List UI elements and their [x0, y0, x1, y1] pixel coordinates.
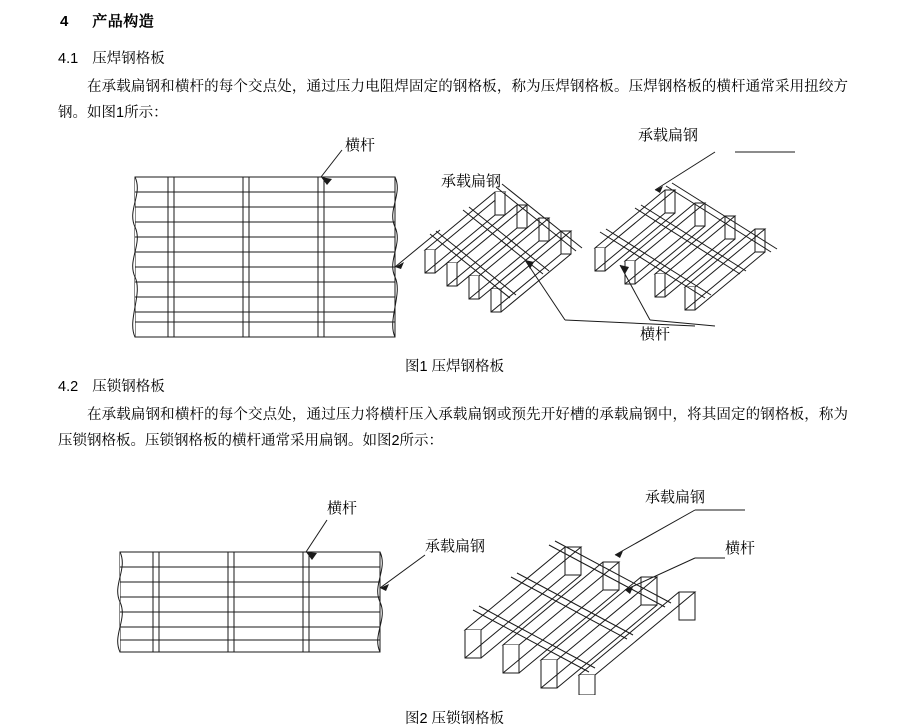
figure2-label-bearing-bar-right: 承载扁钢: [645, 489, 706, 506]
paragraph-4-2: 在承载扁钢和横杆的每个交点处，通过压力将横杆压入承载扁钢或预先开好槽的承载扁钢中，将其固定的钢格板，称为压锁钢格板。压锁钢格板的横杆通常采用扁钢。如图2所示：: [58, 407, 848, 449]
subsection-number-4-1: 4.1: [58, 51, 79, 67]
figure2-label-crossbar-right: 横杆: [725, 540, 756, 557]
figure1-label-bearing-bar-left: 承载扁钢: [441, 173, 502, 190]
subsection-number-4-2: 4.2: [58, 379, 79, 395]
figure1-label-crossbar-top: 横杆: [345, 137, 376, 154]
figure-2: [95, 480, 835, 695]
figure2-label-crossbar-top: 横杆: [327, 500, 358, 517]
figure-1: [95, 127, 835, 345]
section-number: 4: [60, 13, 69, 30]
figure-1-caption: 图1 压焊钢格板: [404, 359, 505, 375]
paragraph-4-1: 在承载扁钢和横杆的每个交点处，通过压力电阻焊固定的钢格板，称为压焊钢格板。压焊钢格板的横杆通常采用扭绞方钢。如图1所示：: [58, 79, 848, 121]
section-heading: [60, 10, 154, 31]
subsection-title-4-2: 压锁钢格板: [92, 379, 165, 395]
figure2-label-bearing-bar-left: 承载扁钢: [425, 538, 486, 555]
figure1-label-bearing-bar-right: 承载扁钢: [638, 127, 699, 144]
figure-2-caption: 图2 压锁钢格板: [404, 711, 505, 727]
subsection-title-4-1: 压焊钢格板: [92, 51, 165, 67]
subsection-heading-4-2: [58, 375, 165, 396]
figure1-label-crossbar-bottom: 横杆: [640, 326, 671, 343]
section-title: 产品构造: [92, 13, 155, 30]
subsection-heading-4-1: [58, 47, 165, 68]
